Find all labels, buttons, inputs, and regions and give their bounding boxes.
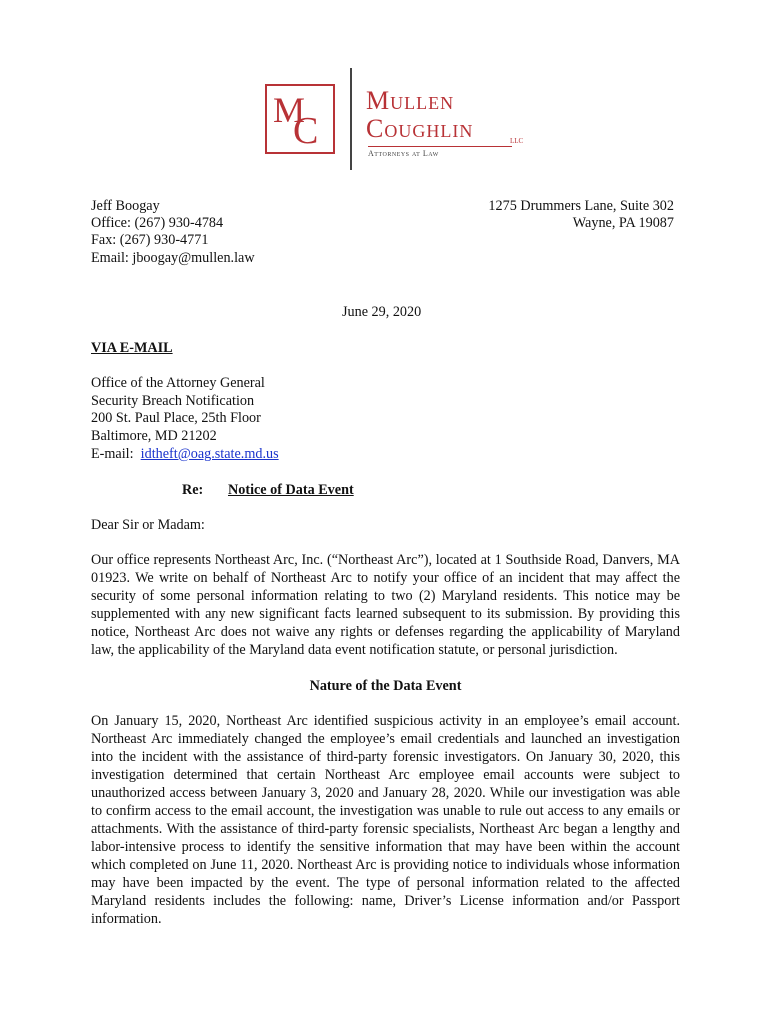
logo-divider	[350, 68, 352, 170]
firm-tagline: Attorneys at Law	[368, 146, 512, 158]
letter-date: June 29, 2020	[342, 304, 422, 320]
firm-address-line1: 1275 Drummers Lane, Suite 302	[488, 198, 674, 214]
delivery-method: VIA E-MAIL	[91, 340, 173, 356]
sender-fax: Fax: (267) 930-4771	[91, 232, 209, 248]
logo-monogram-c: C	[293, 110, 319, 152]
sender-name: Jeff Boogay	[91, 198, 160, 214]
sender-email: Email: jboogay@mullen.law	[91, 250, 255, 266]
recipient-email-label: E-mail:	[91, 446, 134, 462]
recipient-email-row	[91, 445, 279, 463]
re-subject: Notice of Data Event	[228, 482, 354, 498]
firm-logo	[265, 84, 335, 154]
recipient-line4: Baltimore, MD 21202	[91, 428, 217, 444]
intro-paragraph: Our office represents Northeast Arc, Inc. (“Northeast Arc”), located at 1 Southside Road, Danvers, MA 01923. We write on behalf of Northeast Arc to notify your office of an incident that may affect the security of some personal information relating to two (2) Maryland residents. This notice may be supplemented with any new significant facts learned subsequent to its submission. By providing this notice, Northeast Arc does not waive any rights or defenses regarding the applicability of Maryland law, the applicability of the Maryland data event notification statute, or personal jurisdiction.	[91, 552, 680, 658]
salutation: Dear Sir or Madam:	[91, 517, 205, 533]
re-label: Re:	[182, 482, 204, 498]
recipient-line3: 200 St. Paul Place, 25th Floor	[91, 410, 261, 426]
firm-llc: LLC	[510, 137, 524, 145]
recipient-line2: Security Breach Notification	[91, 393, 255, 409]
recipient-email-link[interactable]: idtheft@oag.state.md.us	[140, 446, 279, 462]
logo-monogram-m: M	[273, 90, 306, 130]
event-paragraph: On January 15, 2020, Northeast Arc identified suspicious activity in an employee’s email account. Northeast Arc immediately changed the employee’s email credentials and launched an investigation into the incident with the assistance of third-party forensic investigators. On January 30, 2020, this investigation determined that certain Northeast Arc employee email accounts were subject to unauthorized access between January 3, 2020 and January 28, 2020. While our investigation was able to confirm access to the email account, the investigation was unable to rule out access to any emails or attachments. With the assistance of third-party forensic specialists, Northeast Arc began a lengthy and labor-intensive process to identify the sensitive information that may have been within the account which completed on June 11, 2020. Northeast Arc is providing notice to individuals whose information may have been impacted by the event. The type of personal information related to the affected Maryland residents includes the following: name, Driver’s License information and/or Passport information.	[91, 713, 680, 927]
firm-name-line1: Mullen	[366, 86, 455, 115]
section-heading: Nature of the Data Event	[309, 678, 462, 694]
firm-name-line2: Coughlin	[366, 114, 474, 143]
firm-address-line2: Wayne, PA 19087	[572, 215, 674, 231]
recipient-line1: Office of the Attorney General	[91, 375, 265, 391]
sender-office: Office: (267) 930-4784	[91, 215, 224, 231]
